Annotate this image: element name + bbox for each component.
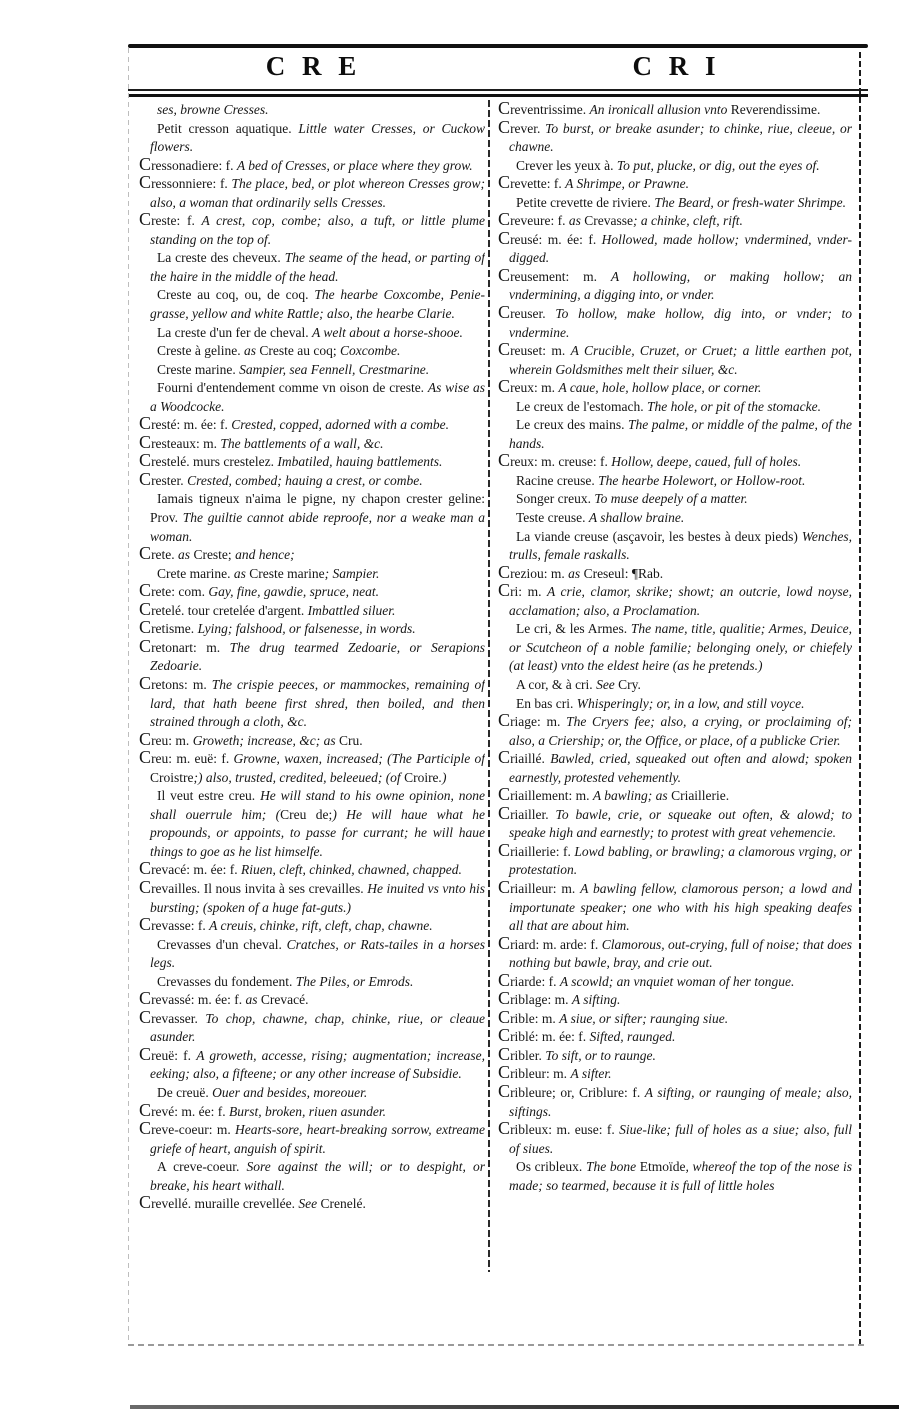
entry-gloss: A Crucible, Cruzet, or Cruet; a little earthen pot, wherein Goldsmithes melt their siluer, &c. (509, 343, 852, 377)
entry-headword: Criailler. (498, 802, 556, 823)
entry-headword: Creste: f. (139, 209, 202, 230)
dictionary-entry (139, 120, 485, 157)
entry-gloss: ses, browne Cresses. (157, 102, 269, 117)
entry-gloss: The Beard, or fresh-water Shrimpe. (654, 194, 847, 210)
entry-headword: Creveure: f. (498, 209, 569, 230)
entry-gloss: As wise as a Woodcocke. (150, 380, 485, 414)
entry-headword: Croistre (150, 769, 194, 785)
entry-gloss: To bawle, crie, or squeake out often, & alowd; to speake high and earnestly; to protest with great vehemencie. (509, 806, 852, 841)
running-head-right: CRI (632, 51, 733, 81)
entry-gloss: A groweth, accesse, rising; augmentation; increase, eeking; also, a fifteene; or any other increase of Subsidie. (150, 1047, 485, 1082)
entry-headword: Crete. (139, 543, 179, 564)
entry-gloss: Ouer and besides, moreouer. (212, 1084, 368, 1100)
entry-headword: Crevasser. (139, 1006, 206, 1027)
entry-gloss: Imbatiled, hauing battlements. (277, 454, 443, 470)
entry-gloss: A hollowing, or making hollow; an vndermining, a digging into, or vnder. (509, 268, 852, 303)
page-bottom-edge (130, 1405, 899, 1409)
entry-headword: Songer creux. (516, 491, 595, 507)
dictionary-entry (498, 932, 852, 973)
entry-gloss: To put, plucke, or dig, out the eyes of. (616, 157, 820, 173)
entry-headword: Creu de; (280, 806, 333, 822)
right-frame-border (859, 52, 861, 1348)
dictionary-entry (498, 509, 852, 528)
entry-headword: Creu: m. (139, 728, 193, 749)
entry-headword: Crevasse (584, 213, 634, 229)
dictionary-entry (139, 635, 485, 676)
entry-gloss: Imbattled siluer. (307, 602, 396, 618)
dictionary-entry (139, 1118, 485, 1158)
entry-gloss: Crested, copped, adorned with a combe. (231, 417, 449, 433)
entry-headword: Le creux de l'estomach. (516, 398, 647, 414)
dictionary-entry (498, 1158, 852, 1195)
entry-headword: Teste creuse. (516, 510, 589, 526)
dictionary-entry (498, 490, 852, 509)
entry-headword: Creziou: m. (498, 561, 569, 582)
entry-headword: Cretonart: m. (139, 635, 230, 656)
entry-gloss: as (568, 565, 584, 581)
entry-gloss: ) He will haue what he propounds, or appoints, to passe for currant; he will haue things to goe as he list himselfe. (150, 806, 485, 859)
entry-headword: Creusement: m. (498, 264, 611, 285)
entry-headword: Cru. (339, 732, 363, 748)
dictionary-entry (139, 490, 485, 546)
entry-gloss: He will stand to his owne opinion, none shall ouerrule him; ( (150, 788, 485, 822)
column-divider-rule (488, 100, 490, 1272)
entry-gloss: Hearts-sore, heart-breaking sorrow, extreame griefe of heart, anguish of spirit. (150, 1122, 485, 1156)
entry-gloss: To muse deepely of a matter. (594, 491, 748, 507)
entry-headword: Os cribleux. (516, 1159, 586, 1175)
entry-gloss: The seame of the head, or parting of the haire in the middle of the head. (150, 250, 485, 284)
dictionary-entry (139, 1158, 485, 1195)
entry-gloss: as (233, 565, 250, 581)
entry-headword: De creuë. (157, 1084, 213, 1100)
entry-gloss: The crispie peeces, or mammockes, remaining of lard, that hath beene first shred, then boiled, and then strained through a cloth, &c. (150, 676, 485, 730)
entry-headword: Le creux des mains. (516, 417, 628, 433)
dictionary-entry (139, 249, 485, 286)
entry-gloss: Crested, combed; hauing a crest, or combe. (187, 472, 423, 488)
entry-gloss: The hole, or pit of the stomacke. (647, 398, 821, 414)
dictionary-entry (139, 324, 485, 343)
dictionary-entry (498, 194, 852, 213)
entry-gloss: A welt about a horse-shooe. (311, 324, 463, 340)
entry-headword: Creu: m. euë: f. (139, 747, 234, 768)
entry-headword: Creusé: m. ée: f. (498, 227, 602, 248)
entry-headword: Crever. (498, 116, 546, 137)
entry-headword: Crevasses d'un cheval. (157, 936, 287, 952)
entry-gloss: A bawling; as (592, 788, 672, 804)
top-border-rule (128, 44, 868, 48)
dictionary-entry (139, 379, 485, 416)
entry-headword: Crete: com. (139, 580, 209, 601)
entry-gloss: A caue, hole, hollow place, or corner. (558, 380, 762, 396)
entry-gloss: ; a chinke, cleft, rift. (633, 213, 743, 229)
entry-gloss: A bed of Cresses, or place where they grow. (236, 157, 473, 173)
entry-headword: Cresteaux: m. (139, 431, 221, 452)
dictionary-entry (498, 1025, 852, 1047)
dictionary-entry (498, 172, 852, 194)
dictionary-entry (498, 528, 852, 565)
entry-headword: Creuser. (498, 302, 556, 323)
dictionary-entry (498, 876, 852, 936)
dictionary-entry (139, 1099, 485, 1122)
entry-gloss: A bawling fellow, clamorous person; a lowd and importunate speaker; one who with his high speaking deafes all that are about him. (509, 880, 852, 934)
entry-headword: Creuset: m. (498, 339, 571, 360)
entry-headword: Cretons: m. (139, 672, 212, 693)
entry-headword: Creux: m. (498, 376, 559, 397)
entry-headword: Crevellé. muraille crevellée. (139, 1192, 299, 1213)
entry-headword: Cribleur: m. (498, 1062, 571, 1083)
entry-gloss: A sifter. (570, 1066, 612, 1082)
entry-headword: Cribleure; or, Criblure: f. (498, 1080, 645, 1101)
dictionary-entry (498, 969, 852, 992)
entry-gloss: A shallow braine. (588, 510, 685, 526)
dictionary-entry (139, 858, 485, 880)
entry-gloss: Clamorous, out-crying, full of noise; that does nothing but bawle, bray, and crie out. (509, 936, 852, 971)
entry-headword: En bas cri. (516, 695, 577, 711)
entry-gloss: A sifting, or raunging of meale; also, siftings. (509, 1084, 852, 1119)
entry-gloss: The guiltie cannot abide reproofe, nor a weake man a woman. (150, 510, 485, 544)
dictionary-entry (498, 1118, 852, 1158)
entry-headword: Crester. (139, 468, 188, 489)
entry-headword: Reverendissime. (730, 102, 821, 117)
entry-gloss: To hollow, make hollow, dig into, or vnder; to vndermine. (509, 306, 852, 340)
entry-headword: Creux: m. creuse: f. (498, 450, 612, 471)
dictionary-entry (498, 839, 852, 880)
entry-headword: Crenelé. (320, 1196, 366, 1212)
entry-gloss: The Piles, or Emrods. (295, 973, 414, 989)
entry-headword: A creve-coeur. (157, 1159, 247, 1175)
entry-gloss: The place, bed, or plot whereon Cresses grow; also, a woman that ordinarily sells Cresses. (150, 176, 485, 210)
entry-gloss: The hearbe Holewort, or Hollow-root. (598, 472, 806, 488)
entry-headword: Criaillerie. (671, 788, 730, 804)
entry-headword: Cresté: m. ée: f. (139, 413, 232, 434)
entry-headword: Creuë: f. (139, 1043, 197, 1064)
dictionary-entry (139, 936, 485, 973)
header-rule-thick (128, 94, 868, 97)
entry-headword: Iamais tigneux n'aima le pigne, ny chapon crester geline: Prov. (150, 491, 485, 526)
dictionary-entry (498, 695, 852, 714)
entry-gloss: See (298, 1196, 321, 1212)
entry-headword: Criblé: m. ée: f. (498, 1025, 590, 1046)
entry-gloss: He inuited vs vnto his bursting; (spoken of a huge fat-guts.) (150, 880, 485, 915)
entry-headword: La viande creuse (asçavoir, les bestes à deux pieds) (516, 528, 802, 544)
dictionary-entry (139, 153, 485, 176)
entry-headword: Croire (404, 769, 439, 785)
entry-gloss: To chop, chawne, chap, chinke, riue, or cleaue asunder. (150, 1010, 485, 1045)
entry-headword: Racine creuse. (516, 472, 599, 488)
dictionary-entry (139, 787, 485, 861)
entry-headword: Criaillement: m. (498, 784, 593, 805)
left-column (139, 101, 485, 1271)
dictionary-entry (498, 227, 852, 268)
dictionary-entry (498, 376, 852, 398)
entry-gloss: Siue-like; full of holes as a siue; also, full of siues. (509, 1122, 852, 1156)
dictionary-entry (498, 676, 852, 695)
entry-headword: Crevailles. Il nous invita à ses crevailles. (139, 876, 368, 897)
entry-headword: Cry. (618, 676, 641, 692)
entry-gloss: Lying; falshood, or falsenesse, in words. (197, 621, 416, 637)
entry-headword: Petit cresson aquatique. (157, 120, 299, 136)
dictionary-entry (498, 1062, 852, 1084)
entry-gloss: as (245, 992, 261, 1008)
dictionary-entry (498, 116, 852, 157)
dictionary-entry (139, 565, 485, 584)
dictionary-entry (139, 973, 485, 992)
entry-headword: Creve-coeur: m. (139, 1118, 236, 1139)
entry-gloss: The Cryers fee; also, a crying, or proclaiming of; also, a Criership; or, the Office, or place, of a publicke Crier. (509, 714, 852, 748)
dictionary-entry (498, 416, 852, 453)
dictionary-entry (498, 1043, 852, 1066)
entry-headword: Cribleux: m. euse: f. (498, 1118, 620, 1139)
entry-gloss: Wenches, trulls, female raskalls. (509, 528, 852, 563)
entry-headword: La creste d'un fer de cheval. (157, 324, 312, 340)
entry-gloss: The palme, or middle of the palme, of the hands. (509, 417, 852, 451)
entry-gloss: Coxcombe. (339, 343, 401, 359)
entry-gloss: The battlements of a wall, &c. (220, 435, 384, 451)
entry-gloss: Sifted, raunged. (589, 1029, 676, 1045)
entry-gloss: An ironicall allusion vnto (589, 102, 731, 117)
entry-headword: Crevé: m. ée: f. (139, 1099, 230, 1120)
dictionary-entry (139, 1043, 485, 1084)
dictionary-entry (139, 209, 485, 249)
dictionary-entry (139, 431, 485, 454)
entry-gloss: To burst, or breake asunder; to chinke, riue, cleeue, or chawne. (509, 120, 852, 155)
dictionary-entry (498, 264, 852, 305)
entry-gloss: Little water Cresses, or Cuckow flowers. (150, 120, 485, 155)
entry-headword: Criarde: f. (498, 969, 560, 990)
entry-gloss: Groweth; increase, &c; as (192, 732, 340, 748)
entry-headword: Crevacé: m. ée: f. (139, 858, 242, 879)
dictionary-entry (139, 988, 485, 1010)
entry-gloss: Sore against the will; or to despight, or breake, his heart withall. (150, 1159, 485, 1193)
entry-gloss: as (243, 343, 260, 359)
entry-headword: Creste marine (249, 565, 325, 581)
dictionary-entry (139, 580, 485, 602)
dictionary-entry (139, 876, 485, 917)
entry-headword: Fourni d'entendement comme vn oison de creste. (157, 380, 428, 396)
dictionary-entry (498, 101, 852, 120)
dictionary-entry (498, 580, 852, 620)
entry-headword: Criard: m. arde: f. (498, 932, 602, 953)
entry-gloss: To sift, or to raunge. (545, 1047, 656, 1063)
entry-headword: A cor, & à cri. (516, 676, 597, 692)
dictionary-entry (139, 543, 485, 565)
entry-gloss: ;) also, trusted, credited, beleeued; (of (193, 769, 405, 785)
entry-gloss: Growne, waxen, increased; (The Participle of (233, 751, 485, 767)
entry-gloss: Whisperingly; or, in a low, and still voyce. (576, 695, 805, 711)
entry-gloss: Hollow, deepe, caued, full of holes. (611, 454, 802, 470)
entry-gloss: as (178, 547, 194, 563)
entry-headword: Crevasse: f. (139, 914, 210, 935)
entry-headword: Creste; (193, 547, 236, 563)
entry-gloss: A Shrimpe, or Prawne. (565, 176, 690, 192)
running-head-left: CRE (265, 51, 373, 81)
entry-headword: Creste marine. (157, 361, 240, 377)
entry-headword: Cretelé. tour cretelée d'argent. (139, 598, 308, 619)
entry-gloss: A creuis, chinke, rift, cleft, chap, chawne. (209, 918, 433, 934)
entry-headword: Crevette: f. (498, 172, 566, 193)
dictionary-entry (498, 988, 852, 1010)
dictionary-entry (139, 914, 485, 936)
dictionary-entry (498, 802, 852, 843)
dictionary-entry (139, 342, 485, 361)
dictionary-entry (139, 1006, 485, 1047)
entry-headword: Crestelé. murs crestelez. (139, 450, 278, 471)
entry-headword: Crevassé: m. ée: f. (139, 988, 246, 1009)
dictionary-entry (139, 598, 485, 621)
dictionary-entry (139, 286, 485, 323)
dictionary-entry (498, 747, 852, 787)
entry-gloss: See (596, 676, 619, 692)
entry-gloss: as (568, 213, 585, 229)
entry-headword: Cribler. (498, 1043, 546, 1064)
dictionary-entry (139, 450, 485, 472)
dictionary-entry (498, 450, 852, 472)
left-frame-border (128, 48, 129, 1346)
entry-gloss: The name, title, qualitie; Armes, Deuice, or Scutcheon of a noble familie; belonging onely, or chiefely (at least) vnto the eldest heire (as he pretends.) (509, 621, 852, 674)
entry-headword: Crever les yeux à. (516, 157, 617, 173)
entry-gloss: Gay, fine, gawdie, spruce, neat. (208, 584, 380, 600)
dictionary-entry (498, 302, 852, 342)
dictionary-entry (498, 710, 852, 750)
entry-headword: Creste au coq, ou, de coq. (157, 287, 315, 303)
entry-gloss: Cratches, or Rats-tailes in a horses legs. (150, 936, 485, 971)
entry-headword: Creventrissime. (498, 101, 590, 118)
entry-headword: Cretisme. (139, 617, 198, 638)
dictionary-entry (498, 339, 852, 379)
dictionary-entry (139, 747, 485, 787)
entry-gloss: The hearbe Coxcombe, Penie-grasse, yellow and white Rattle; also, the hearbe Clarie. (150, 287, 485, 322)
entry-gloss: ; Sampier. (324, 565, 380, 581)
dictionary-entry (139, 413, 485, 435)
bottom-frame-rule (128, 1344, 868, 1346)
entry-gloss: A siue, or sifter; raunging siue. (559, 1010, 729, 1026)
entry-headword: Criblage: m. (498, 988, 572, 1009)
dictionary-entry (139, 101, 485, 120)
entry-headword: Criaillerie: f. (498, 839, 575, 860)
entry-gloss: The drug tearmed Zedoarie, or Serapions Zedoarie. (150, 639, 485, 674)
entry-gloss: , whereof the top of the nose is made; so tearmed, because it is full of little holes (509, 1159, 852, 1193)
entry-headword: Cressonniere: f. (139, 172, 232, 193)
dictionary-entry (139, 172, 485, 212)
header-double-rule (128, 89, 868, 97)
entry-gloss: Hollowed, made hollow; vndermined, vnder-digged. (509, 231, 852, 266)
entry-headword: Le cri, & les Armes. (516, 621, 631, 637)
entry-headword: Criage: m. (498, 710, 567, 731)
dictionary-entry (498, 1006, 852, 1029)
entry-headword: Creseul: ¶Rab. (583, 565, 664, 581)
dictionary-entry (139, 468, 485, 491)
entry-gloss: A crie, clamor, skrike; showt; an outcrie, lowd noyse, acclamation; also, a Proclamation. (509, 584, 852, 618)
entry-headword: La creste des cheveux. (157, 250, 285, 266)
entry-gloss: A scowld; an vnquiet woman of her tongue. (559, 973, 795, 989)
entry-gloss: Lowd babling, or brawling; a clamorous vrging, or protestation. (509, 843, 852, 878)
entry-headword: Crible: m. (498, 1006, 560, 1027)
entry-gloss: Burst, broken, riuen asunder. (229, 1103, 387, 1119)
right-column (498, 101, 852, 1271)
dictionary-entry (139, 361, 485, 380)
entry-headword: Criaillé. (498, 747, 551, 768)
dictionary-entry (498, 157, 852, 176)
entry-headword: Cressonadiere: f. (139, 153, 237, 174)
dictionary-entry (498, 472, 852, 491)
entry-gloss: The bone (585, 1159, 640, 1175)
entry-gloss: A crest, cop, combe; also, a tuft, or little plume standing on the top of. (150, 213, 485, 247)
dictionary-entry (498, 398, 852, 417)
entry-headword: Crevasses du fondement. (157, 973, 296, 989)
dictionary-entry (139, 617, 485, 639)
entry-gloss: and hence; (235, 547, 295, 563)
entry-headword: Crevacé. (260, 992, 309, 1008)
entry-headword: Criailleur: m. (498, 876, 581, 897)
entry-gloss: .) (438, 769, 447, 785)
entry-headword: Creste au coq; (259, 343, 340, 359)
dictionary-entry (498, 561, 852, 584)
entry-headword: Crete marine. (157, 565, 234, 581)
dictionary-entry (139, 1084, 485, 1103)
entry-headword: Il veut estre creu. (157, 788, 261, 804)
entry-gloss: A sifting. (571, 992, 621, 1008)
entry-headword: Cri: m. (498, 580, 548, 601)
entry-headword: Etmoïde (639, 1159, 686, 1175)
dictionary-entry (498, 1080, 852, 1121)
entry-headword: Petite crevette de riviere. (516, 194, 655, 210)
entry-gloss: Sampier, sea Fennell, Crestmarine. (239, 361, 430, 377)
dictionary-entry (139, 672, 485, 732)
dictionary-entry (139, 728, 485, 751)
entry-headword: Creste à geline. (157, 343, 244, 359)
entry-gloss: Bawled, cried, squeaked out often and alowd; spoken earnestly, protested vehemently. (509, 751, 852, 785)
entry-gloss: Riuen, cleft, chinked, chawned, chapped. (241, 862, 462, 878)
dictionary-entry (498, 620, 852, 676)
dictionary-entry (498, 784, 852, 806)
dictionary-entry (498, 209, 852, 231)
dictionary-entry (139, 1192, 485, 1214)
